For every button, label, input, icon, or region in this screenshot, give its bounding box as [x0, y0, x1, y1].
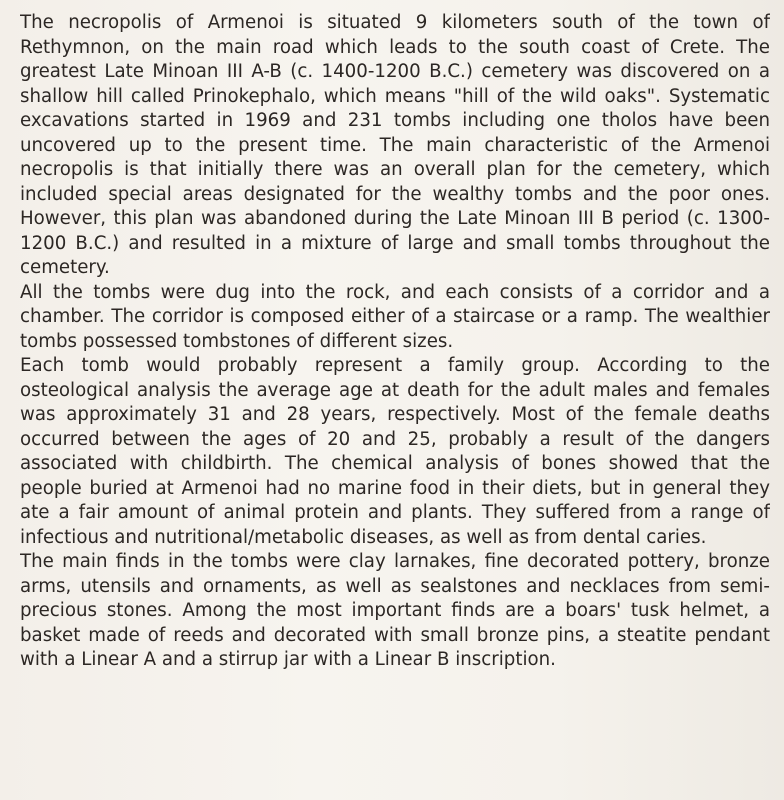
paragraph-location: [20, 11, 770, 281]
text-line: infectious and nutritional/metabolic diseases, as well as from dental caries.: [20, 526, 707, 548]
text-line: tombs possessed tombstones of different sizes.: [20, 330, 454, 352]
text-line: basket made of reeds and decorated with small bronze pins, a steatite pendant: [20, 624, 770, 646]
text-line: excavations started in 1969 and 231 tombs including one tholos have been: [20, 110, 770, 131]
text-line: with a Linear A and a stirrup jar with a Linear B inscription.: [20, 649, 556, 670]
text-line: included special areas designated for the wealthy tombs and the poor ones.: [20, 183, 770, 205]
text-line: chamber. The corridor is composed either of a staircase or a ramp. The wealthier: [20, 306, 770, 327]
text-line: associated with childbirth. The chemical analysis of bones showed that the: [20, 453, 770, 474]
text-line: necropolis is that initially there was an overall plan for the cemetery, which: [20, 159, 770, 180]
text-line: was approximately 31 and 28 years, respectively. Most of the female deaths: [20, 404, 770, 425]
text-line: However, this plan was abandoned during the Late Minoan III B period (c. 1300-: [20, 208, 770, 229]
text-line: The main finds in the tombs were clay larnakes, fine decorated pottery, bronze: [20, 551, 770, 572]
text-line: osteological analysis the average age at death for the adult males and females: [20, 379, 770, 401]
text-line: Rethymnon, on the main road which leads to the south coast of Crete. The: [20, 36, 770, 58]
text-line: ate a fair amount of animal protein and plants. They suffered from a range of: [20, 502, 770, 523]
text-line: occurred between the ages of 20 and 25, probably a result of the dangers: [20, 428, 770, 450]
text-line: Each tomb would probably represent a family group. According to the: [20, 355, 770, 376]
paragraph-tombs: [20, 281, 770, 355]
text-line: All the tombs were dug into the rock, and each consists of a corridor and a: [20, 281, 770, 303]
cropped-heading-fragment: [0, 0, 784, 8]
text-line: 1200 B.C.) and resulted in a mixture of large and small tombs throughout the: [20, 232, 770, 254]
paragraph-finds: [20, 550, 770, 673]
text-line: people buried at Armenoi had no marine food in their diets, but in general they: [20, 477, 770, 499]
text-line: arms, utensils and ornaments, as well as sealstones and necklaces from semi-: [20, 575, 770, 597]
text-panel: [20, 11, 770, 796]
paragraph-analysis: [20, 354, 770, 550]
text-line: shallow hill called Prinokephalo, which means "hill of the wild oaks". Systematic: [20, 85, 770, 107]
text-line: precious stones. Among the most important finds are a boars' tusk helmet, a: [20, 600, 770, 621]
text-line: cemetery.: [20, 257, 110, 278]
text-line: greatest Late Minoan III A-B (c. 1400-1200 B.C.) cemetery was discovered on a: [20, 61, 770, 82]
text-line: The necropolis of Armenoi is situated 9 kilometers south of the town of: [20, 12, 770, 33]
text-line: uncovered up to the present time. The main characteristic of the Armenoi: [20, 134, 770, 156]
